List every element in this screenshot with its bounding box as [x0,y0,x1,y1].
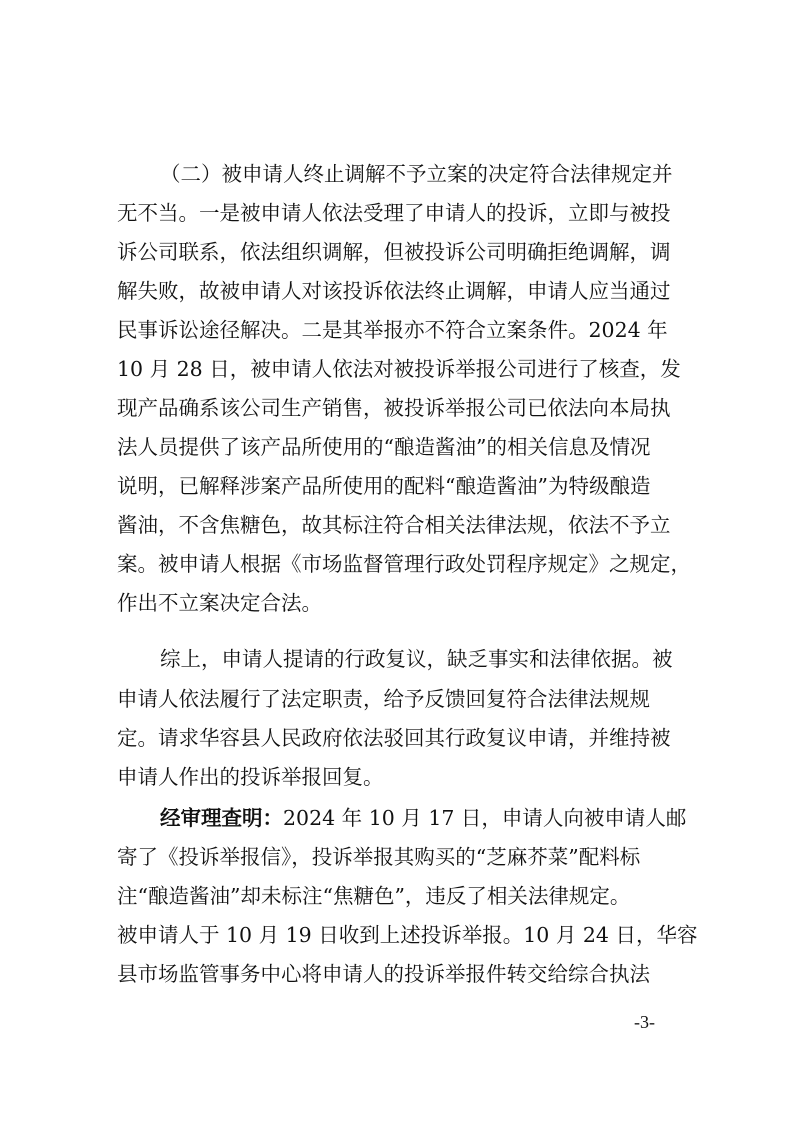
text-line [0,915,793,955]
text-line [0,505,793,545]
text-line [0,544,793,584]
text-line [0,427,793,467]
text-line [0,388,793,428]
paragraph-2-line-5: 民事诉讼途径解决。二是其举报亦不符合立案条件。2024 年 [117,318,668,342]
text-line [0,757,793,797]
text-line [0,679,793,719]
paragraph-2-line-3: 诉公司联系，依法组织调解，但被投诉公司明确拒绝调解，调 [117,240,671,264]
text-line [0,232,793,272]
paragraph-2-line-12: 作出不立案决定合法。 [117,591,322,615]
text-line [0,639,793,679]
text-line [0,718,793,758]
conclusion-line-2: 申请人依法履行了法定职责，给予反馈回复符合法律法规规 [117,687,650,711]
page-number: -3- [634,1012,655,1032]
text-line [0,466,793,506]
paragraph-2-line-8: 法人员提供了该产品所使用的“酿造酱油”的相关信息及情况 [117,435,651,459]
findings-line-5: 县市场监管事务中心将申请人的投诉举报件转交给综合执法 [117,962,650,986]
text-line [0,271,793,311]
paragraph-2-line-2: 无不当。一是被申请人依法受理了申请人的投诉，立即与被投 [117,201,671,225]
conclusion-line-1: 综上，申请人提请的行政复议，缺乏事实和法律依据。被 [160,647,673,671]
paragraph-2-line-10: 酱油，不含焦糖色，故其标注符合相关法律法规，依法不予立 [117,513,671,537]
paragraph-2-line-11: 案。被申请人根据《市场监督管理行政处罚程序规定》之规定， [117,552,691,576]
text-line [0,837,793,877]
text-line [0,349,793,389]
conclusion-line-3: 定。请求华容县人民政府依法驳回其行政复议申请，并维持被 [117,726,671,750]
text-line [0,876,793,916]
paragraph-2-line-6: 10 月 28 日，被申请人依法对被投诉举报公司进行了核查，发 [117,357,681,381]
paragraph-2-line-7: 现产品确系该公司生产销售，被投诉举报公司已依法向本局执 [117,396,671,420]
text-line [0,154,793,194]
text-line [0,193,793,233]
findings-line-4: 被申请人于 10 月 19 日收到上述投诉举报。10 月 24 日，华容 [117,923,698,947]
text-line [0,798,793,838]
paragraph-2-line-4: 解失败，故被申请人对该投诉依法终止调解，申请人应当通过 [117,279,671,303]
findings-line-2: 寄了《投诉举报信》，投诉举报其购买的“芝麻芥菜”配料标 [117,845,641,869]
conclusion-line-4: 申请人作出的投诉举报回复。 [117,765,384,789]
text-line [0,310,793,350]
text-line [0,954,793,994]
findings-line-3: 注“酿造酱油”却未标注“焦糖色”，违反了相关法律规定。 [117,884,631,908]
text-line [0,583,793,623]
paragraph-2-line-9: 说明，已解释涉案产品所使用的配料“酿造酱油”为特级酿造 [117,474,651,498]
paragraph-2-line-1: （二）被申请人终止调解不予立案的决定符合法律规定并 [160,162,673,186]
findings-label: 经审理查明： [160,806,283,830]
findings-line-1: 2024 年 10 月 17 日，申请人向被申请人邮 [283,806,687,830]
